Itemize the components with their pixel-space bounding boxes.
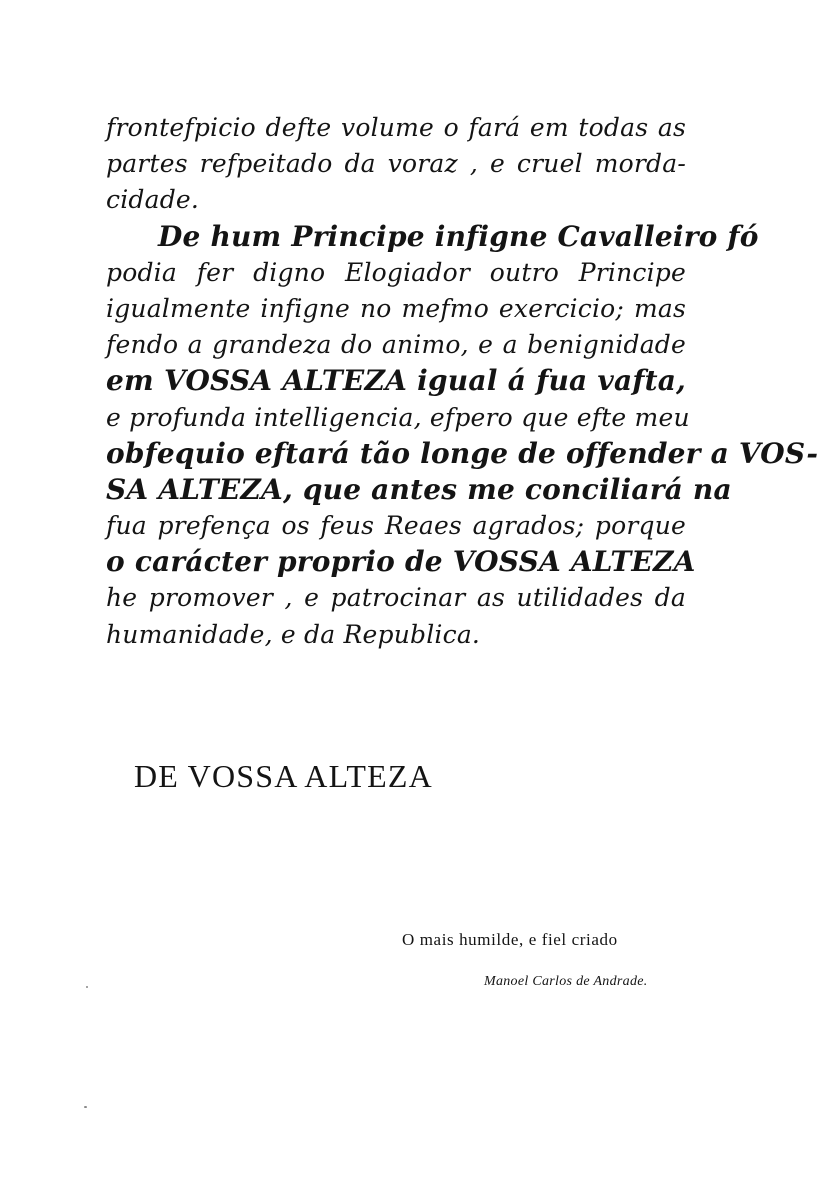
text-line: fendo a grandeza do animo, e a benignidade	[106, 330, 686, 360]
text-line: humanidade, e da Republica.	[106, 619, 481, 649]
valediction: DE VOSSA ALTEZA	[134, 758, 433, 794]
text-line: cidade.	[106, 185, 200, 215]
paragraph-1	[106, 110, 686, 219]
print-speck	[84, 1106, 87, 1108]
text-line: he promover , e patrocinar as utilidades da	[106, 583, 686, 613]
text-line: obfequio eftará tão longe de offender a VOS-	[106, 436, 819, 470]
text-line: fua prefença os feus Reaes agrados; porque	[106, 511, 686, 541]
text-line: De hum Principe infigne Cavalleiro fó	[158, 219, 759, 253]
text-line: o carácter proprio de VOSSA ALTEZA	[106, 545, 696, 579]
print-speck	[86, 986, 88, 988]
paragraph-2	[106, 219, 819, 653]
closing-line: O mais humilde, e fiel criado	[402, 930, 618, 949]
text-line: frontefpicio defte volume o fará em todas as	[106, 113, 686, 142]
text-line: em VOSSA ALTEZA igual á fua vafta,	[106, 364, 686, 398]
text-line: igualmente infigne no mefmo exercicio; mas	[106, 293, 686, 323]
text-line: podia fer digno Elogiador outro Principe	[106, 257, 686, 287]
dedication-body	[106, 110, 819, 653]
text-line: partes refpeitado da voraz , e cruel morda-	[106, 149, 686, 179]
text-line: SA ALTEZA, que antes me conciliará na	[106, 472, 732, 506]
author-signature: Manoel Carlos de Andrade.	[484, 974, 648, 989]
text-line: e profunda intelligencia, efpero que efte meu	[106, 402, 690, 432]
